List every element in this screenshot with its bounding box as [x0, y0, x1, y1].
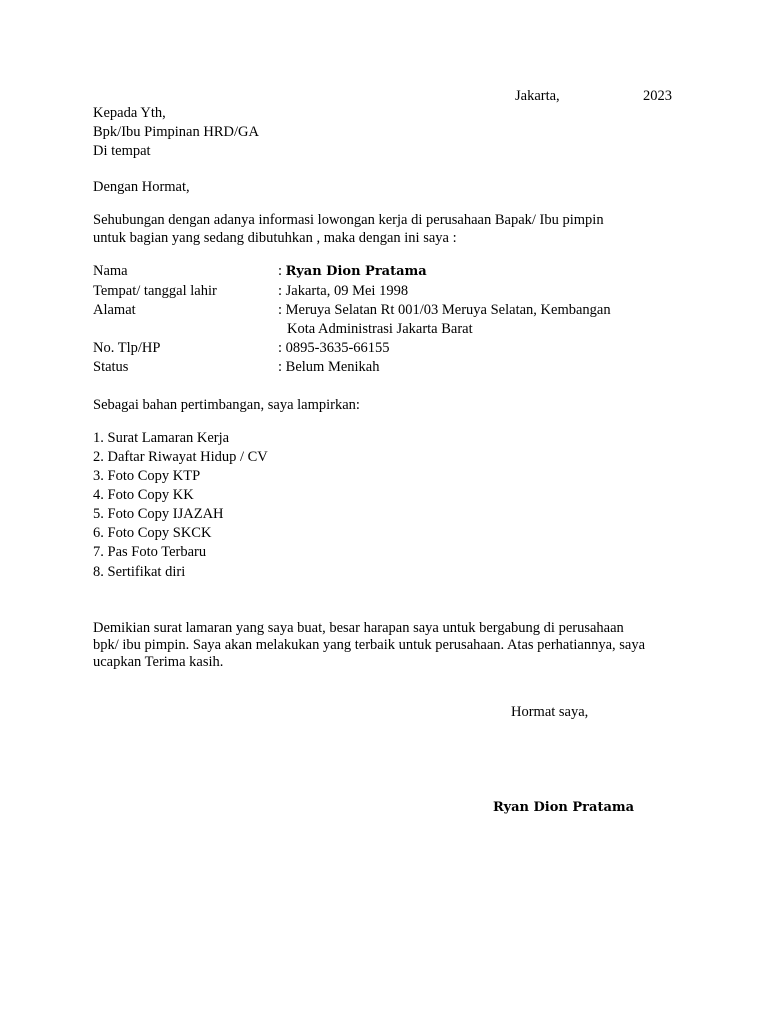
attachment-item: 1. Surat Lamaran Kerja [93, 430, 230, 446]
birth-label: Tempat/ tanggal lahir [93, 283, 217, 299]
attachment-item: 6. Foto Copy SKCK [93, 525, 212, 541]
signature-name: Ryan Dion Pratama [493, 800, 635, 815]
attachment-item: 2. Daftar Riwayat Hidup / CV [93, 449, 268, 465]
closing-line-1: Demikian surat lamaran yang saya buat, besar harapan saya untuk bergabung di perusahaan [93, 620, 624, 636]
intro-line-1: Sehubungan dengan adanya informasi lowongan kerja di perusahaan Bapak/ Ibu pimpin [93, 212, 604, 228]
phone-value: : 0895-3635-66155 [278, 340, 390, 356]
applicant-name: Ryan Dion Pratama [285, 264, 427, 279]
status-label: Status [93, 359, 129, 375]
recipient-line-3: Di tempat [93, 143, 151, 159]
attachment-item: 3. Foto Copy KTP [93, 468, 201, 484]
recipient-line-1: Kepada Yth, [93, 105, 166, 121]
attachment-item: 8. Sertifikat diri [93, 564, 186, 580]
birth-value: : Jakarta, 09 Mei 1998 [278, 283, 409, 299]
attachments-intro: Sebagai bahan pertimbangan, saya lampirkan: [93, 397, 360, 413]
address-label: Alamat [93, 302, 136, 318]
closing-line-3: ucapkan Terima kasih. [93, 654, 224, 670]
recipient-line-2: Bpk/Ibu Pimpinan HRD/GA [93, 124, 259, 140]
address-value-line-2: Kota Administrasi Jakarta Barat [287, 321, 473, 337]
greeting: Dengan Hormat, [93, 179, 190, 195]
intro-line-2: untuk bagian yang sedang dibutuhkan , maka dengan ini saya : [93, 230, 457, 246]
name-field [278, 262, 427, 281]
name-label: Nama [93, 263, 128, 279]
address-value-line-1: : Meruya Selatan Rt 001/03 Meruya Selatan, Kembangan [278, 302, 611, 318]
date-city: Jakarta, [515, 88, 560, 104]
closing-line-2: bpk/ ibu pimpin. Saya akan melakukan yang terbaik untuk perusahaan. Atas perhatiannya, saya [93, 637, 646, 653]
phone-label: No. Tlp/HP [93, 340, 161, 356]
attachment-item: 4. Foto Copy KK [93, 487, 194, 503]
name-separator: : [278, 263, 286, 279]
status-value: : Belum Menikah [278, 359, 380, 375]
signoff: Hormat saya, [511, 704, 589, 720]
attachment-item: 5. Foto Copy IJAZAH [93, 506, 224, 522]
date-year: 2023 [643, 88, 672, 104]
attachment-item: 7. Pas Foto Terbaru [93, 544, 207, 560]
